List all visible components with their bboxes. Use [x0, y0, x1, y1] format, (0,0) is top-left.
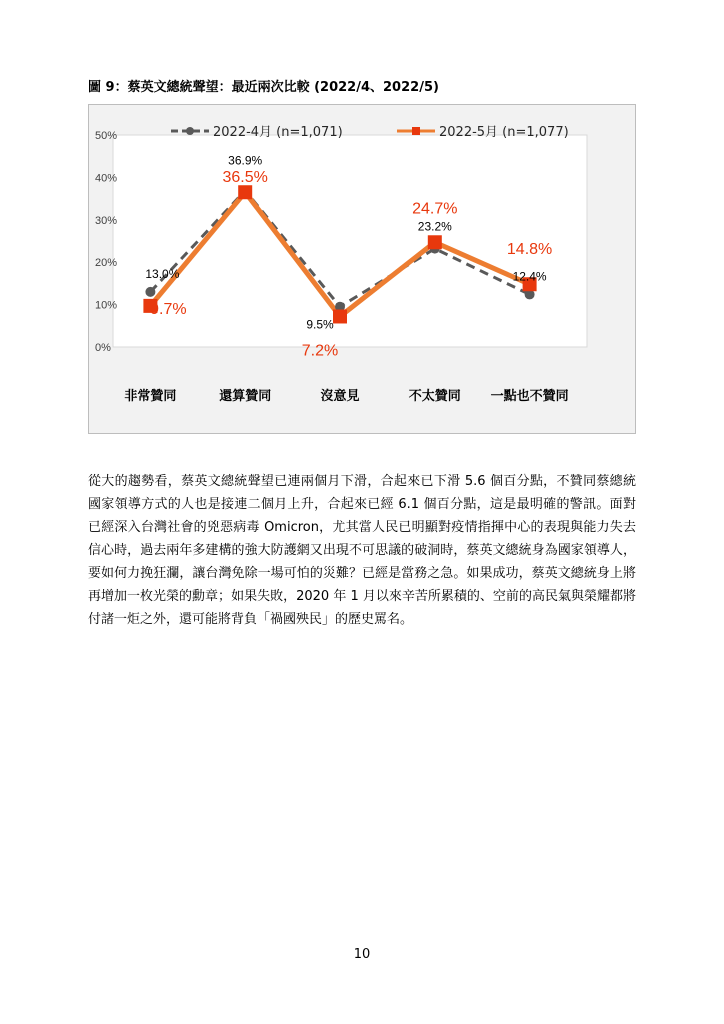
figure-caption: 圖 9：蔡英文總統聲望：最近兩次比較 (2022/4、2022/5) — [88, 80, 439, 95]
data-label: 36.5% — [222, 169, 268, 187]
data-label: 23.2% — [417, 219, 452, 234]
y-tick-label: 50% — [95, 130, 118, 142]
line-chart — [88, 104, 636, 434]
data-label: 14.8% — [506, 241, 553, 259]
x-category-label: 不太贊同 — [408, 389, 461, 404]
y-tick-label: 40% — [95, 172, 118, 185]
data-label: 13.0% — [145, 266, 180, 281]
data-label: 36.9% — [228, 153, 263, 168]
y-tick-label: 10% — [95, 299, 118, 312]
data-label: 7.2% — [301, 342, 339, 360]
y-tick-label: 0% — [95, 342, 111, 354]
y-tick-label: 20% — [95, 257, 118, 270]
x-category-label: 一點也不贊同 — [490, 389, 569, 404]
data-label: 12.4% — [512, 269, 547, 284]
data-point — [428, 235, 442, 249]
body-paragraph: 從大的趨勢看，蔡英文總統聲望已連兩個月下滑，合起來已下滑 5.6 個百分點，不贊同蔡總統國家領導方式的人也是接連二個月上升，合起來已經 6.1 個百分點，這是最明確的警訊。面對已經深入台灣社會的兇惡病毒 Omicron，尤其當人民已明顯對疫情指揮中心的表現與能力失去信心時，過去兩年多建構的強大防護網又出現不可思議的破洞時，蔡英文總統身為國家領導人，要如何力挽狂瀾，讓台灣免除一場可怕的災難？已經是當務之急。如果成功，蔡英文總統身上將再增加一枚光榮的勳章；如果失敗，2020 年 1 月以來辛苦所累積的、空前的高民氣與榮耀都將付諸一炬之外，還可能將背負「禍國殃民」的歷史罵名。 — [88, 474, 636, 627]
data-point — [145, 287, 155, 297]
legend-marker — [412, 127, 420, 135]
x-category-label: 沒意見 — [320, 389, 360, 404]
chart-svg — [89, 105, 635, 433]
y-tick-label: 30% — [95, 214, 118, 227]
x-category-label: 非常贊同 — [124, 389, 177, 404]
legend-label: 2022-4月 (n=1,071) — [213, 125, 343, 140]
data-label: 9.5% — [306, 317, 334, 332]
legend-marker — [186, 127, 194, 135]
data-point — [333, 309, 347, 323]
data-label: 24.7% — [412, 200, 458, 218]
data-point — [238, 185, 252, 199]
data-label: 9.7% — [150, 300, 187, 318]
x-category-label: 還算贊同 — [219, 389, 272, 404]
page-number: 10 — [353, 947, 371, 962]
legend-label: 2022-5月 (n=1,077) — [439, 125, 569, 140]
